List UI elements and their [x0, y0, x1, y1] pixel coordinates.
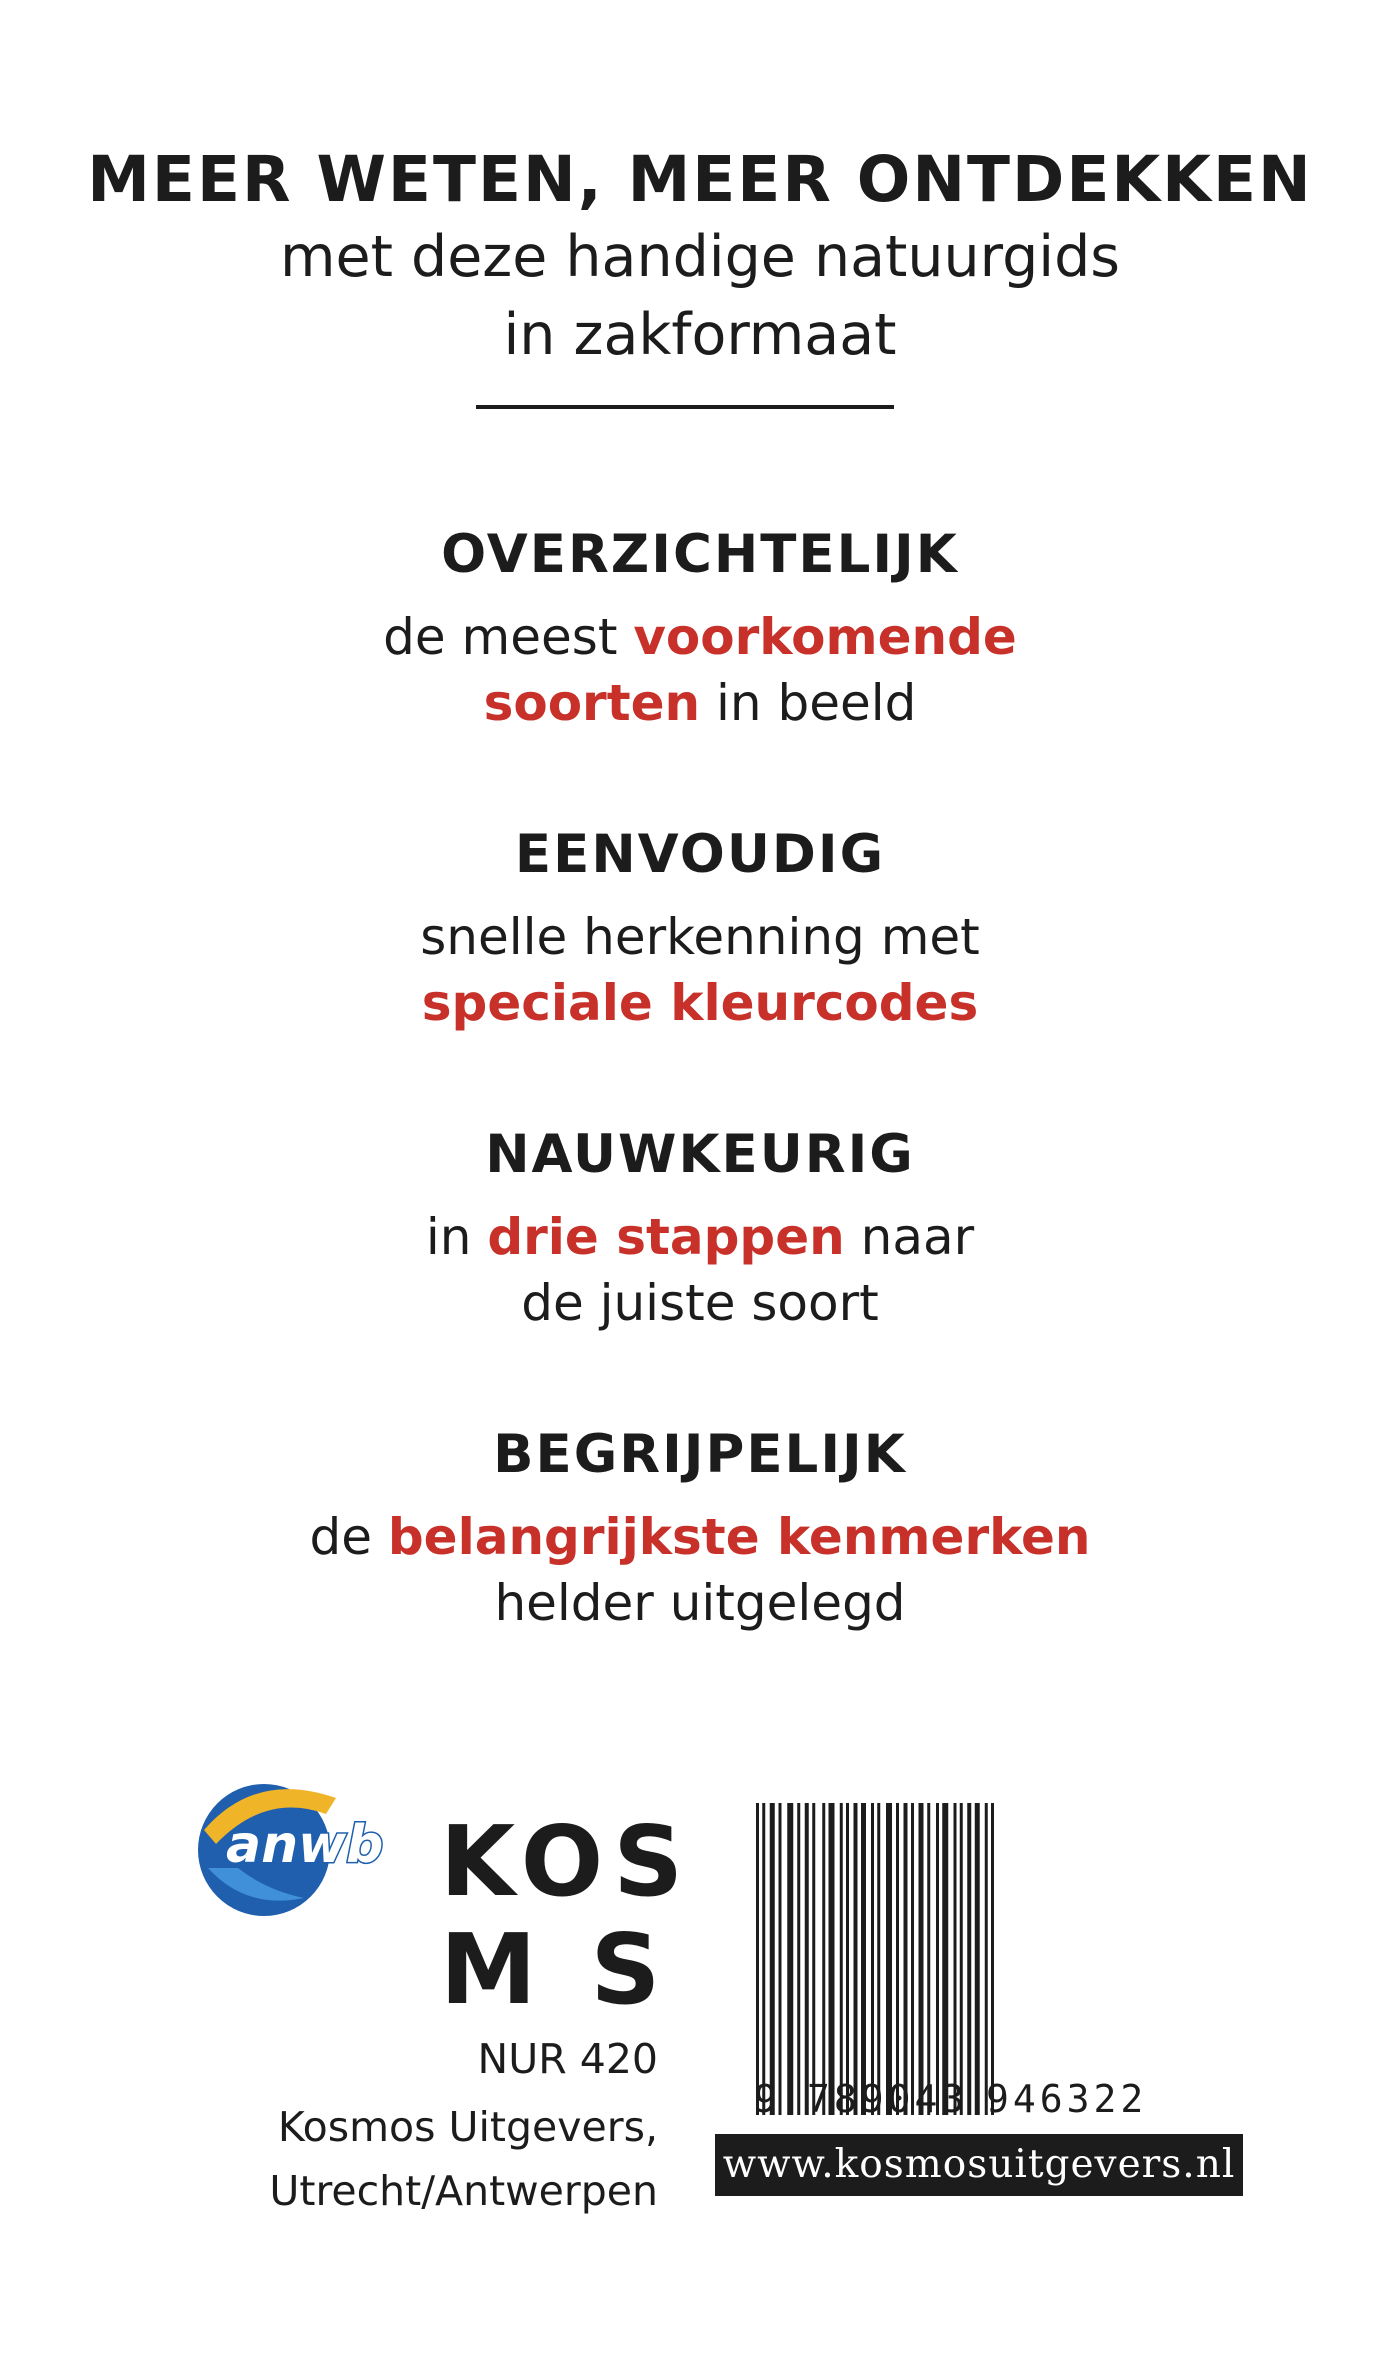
section-text-overzichtelijk-line-1 [0, 604, 1400, 670]
section-text-begrijpelijk-line-1 [0, 1504, 1400, 1570]
section-text-begrijpelijk-line-2: helder uitgelegd [494, 1574, 906, 1632]
kosmos-logo-row-1: KOS [440, 1805, 694, 1918]
highlight-text: speciale kleurcodes [421, 974, 979, 1032]
barcode-bar [975, 1803, 980, 2115]
barcode-bar [886, 1803, 892, 2115]
kosmos-logo [440, 1805, 694, 2026]
section-title-eenvoudig: EENVOUDIG [514, 824, 886, 885]
barcode [744, 1803, 1214, 2115]
anwb-logo-text: anwb [226, 1815, 384, 1875]
kosmos-logo-letter-s: S [590, 1913, 671, 2026]
kosmos-logo-letter-m: M [440, 1913, 547, 2026]
highlight-text: voorkomende [633, 608, 1017, 666]
section-text-eenvoudig-line-1: snelle herkenning met [420, 908, 980, 966]
barcode-bar [846, 1803, 849, 2115]
barcode-bar [991, 1803, 994, 2115]
barcode-bar [936, 1803, 939, 2115]
barcode-bar [985, 1803, 988, 2115]
barcode-bar [779, 1803, 782, 2115]
plain-text: de [309, 1508, 388, 1566]
barcode-bar [896, 1803, 899, 2115]
barcode-bar [919, 1803, 924, 2115]
barcode-bar [911, 1803, 914, 2115]
section-text-overzichtelijk-line-2 [0, 670, 1400, 736]
plain-text: in beeld [700, 674, 917, 732]
isbn-group-2: 946322 [986, 2077, 1148, 2121]
website-url[interactable]: www.kosmosuitgevers.nl [715, 2134, 1243, 2196]
headline: MEER WETEN, MEER ONTDEKKEN [87, 143, 1313, 216]
publisher-line-1: Kosmos Uitgevers, [277, 2103, 658, 2151]
barcode-bar [927, 1803, 930, 2115]
section-title-begrijpelijk: BEGRIJPELIJK [493, 1424, 907, 1485]
subheadline-line-2: in zakformaat [503, 302, 897, 368]
barcode-bar [822, 1803, 825, 2115]
barcode-bar [904, 1803, 908, 2115]
section-text-nauwkeurig-line-1 [0, 1204, 1400, 1270]
isbn-group-1: 789043 [807, 2077, 969, 2121]
highlight-text: soorten [483, 674, 701, 732]
barcode-bar [854, 1803, 858, 2115]
barcode-bar [954, 1803, 957, 2115]
barcode-bar [942, 1803, 948, 2115]
barcode-bar [871, 1803, 874, 2115]
barcode-bar [797, 1803, 800, 2115]
section-text-nauwkeurig-line-2: de juiste soort [521, 1274, 879, 1332]
barcode-bar [840, 1803, 843, 2115]
barcode-bar [770, 1803, 775, 2115]
plain-text: in [425, 1208, 488, 1266]
barcode-bar [756, 1803, 759, 2115]
plain-text: naar [844, 1208, 975, 1266]
barcode-bar [861, 1803, 866, 2115]
publisher-line-2: Utrecht/Antwerpen [269, 2167, 658, 2215]
barcode-bar [762, 1803, 765, 2115]
barcode-bar [829, 1803, 835, 2115]
highlight-text: drie stappen [487, 1208, 845, 1266]
barcode-bar [812, 1803, 815, 2115]
barcode-bar [960, 1803, 963, 2115]
section-title-nauwkeurig: NAUWKEURIG [485, 1124, 915, 1185]
section-text-eenvoudig-line-2 [0, 970, 1400, 1036]
nur-code: NUR 420 [477, 2035, 658, 2083]
barcode-bar [967, 1803, 971, 2115]
section-title-overzichtelijk: OVERZICHTELIJK [441, 524, 959, 585]
barcode-bar [805, 1803, 809, 2115]
isbn-first-digit: 9 [754, 2077, 777, 2121]
subheadline-line-1: met deze handige natuurgids [280, 224, 1120, 290]
anwb-logo [186, 1770, 418, 1920]
barcode-bar [877, 1803, 880, 2115]
barcode-bar [787, 1803, 793, 2115]
plain-text: de meest [383, 608, 634, 666]
highlight-text: belangrijkste kenmerken [387, 1508, 1091, 1566]
divider [476, 405, 894, 409]
